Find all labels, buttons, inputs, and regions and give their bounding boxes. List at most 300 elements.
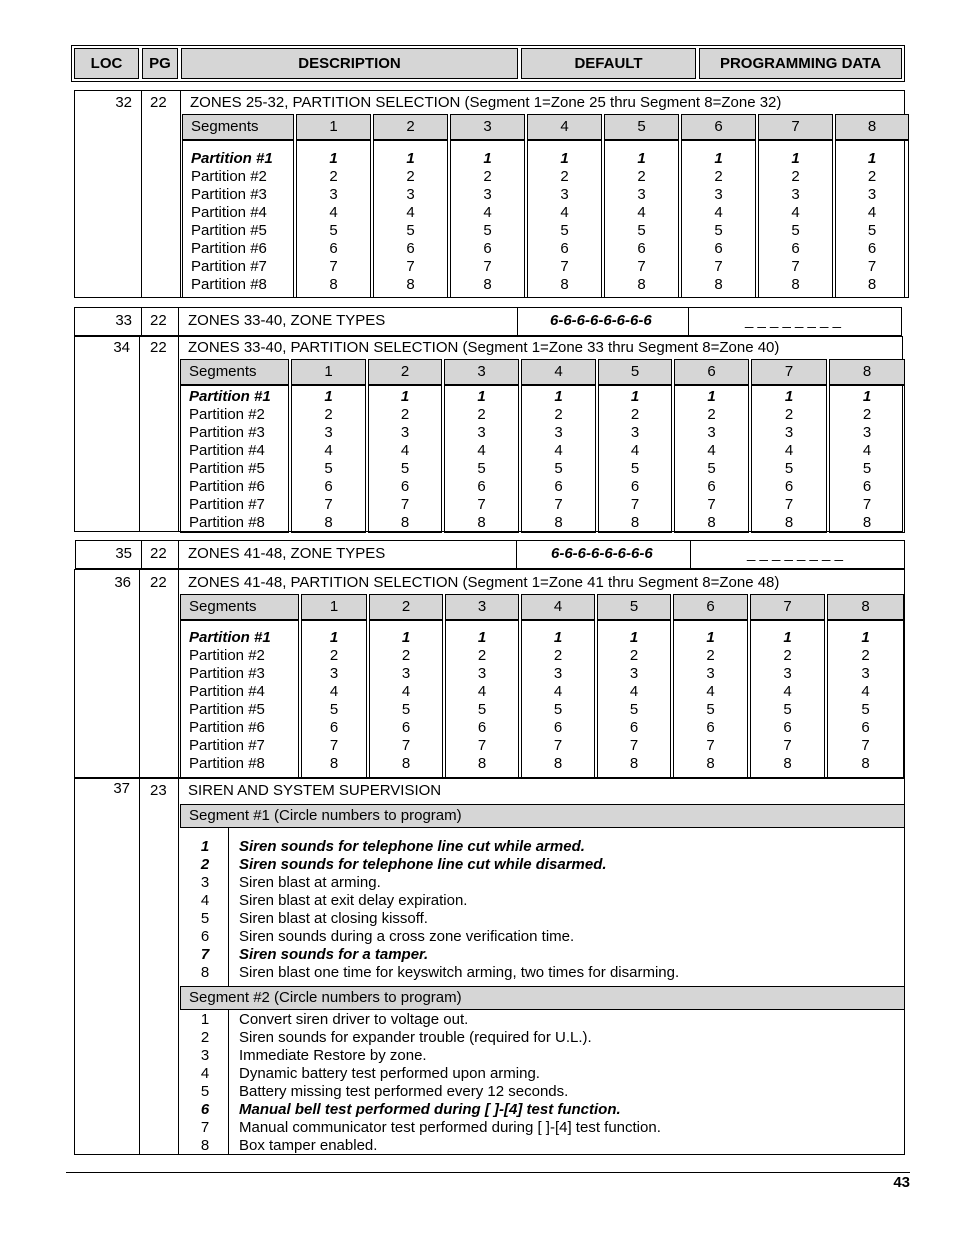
partition-digit-list [827,620,904,778]
partition-digit: 5 [406,222,415,239]
segment-column [521,594,595,778]
loc-33: 33 [115,312,132,329]
option-description: Manual bell test performed during [ ]-[4] test function. [239,1101,621,1118]
partition-digit-list [597,620,671,778]
partition-digit: 5 [862,460,872,477]
partition-digit: 1 [553,629,563,646]
partition-digit: 2 [554,406,563,423]
partition-digit: 8 [483,276,492,293]
default-33: 6-6-6-6-6-6-6-6 [550,312,652,329]
partition-digit: 7 [637,258,646,275]
partition-digit: 3 [477,665,487,682]
header-loc: LOC [74,48,139,79]
partition-digit: 1 [791,150,800,167]
segment-column [827,594,904,778]
partition-digit: 6 [706,719,715,736]
segment-number-header: 8 [827,594,904,620]
partition-digit: 5 [784,460,794,477]
header-pg: PG [142,48,178,79]
partition-digit-list [673,620,748,778]
partition-digit: 5 [401,701,411,718]
partition-digit: 5 [867,222,877,239]
partition-digit: 6 [401,719,411,736]
partition-label-list [180,620,299,778]
partition-digit: 3 [707,424,716,441]
partition-digit-list [681,140,756,298]
partition-digit: 4 [637,204,646,221]
segment-number-header: 6 [673,594,748,620]
partition-digit-list [450,140,525,298]
option-number: 1 [200,1011,210,1028]
segment-column [527,114,602,298]
partition-digit-list [291,385,366,533]
partition-digit: 8 [400,514,410,531]
partition-digit: 2 [791,168,800,185]
partition-digit: 8 [477,514,486,531]
partition-digit-list [521,620,595,778]
partition-label: Partition #3 [189,424,265,441]
partition-label-list [182,140,294,298]
partition-digit: 1 [560,150,569,167]
segment-number-header: 6 [681,114,756,140]
partition-digit: 4 [554,442,563,459]
partition-digit: 3 [637,186,646,203]
partition-digit-list [444,385,519,533]
segment-number-header: 4 [527,114,602,140]
segment-number-header: 4 [521,359,596,385]
partition-digit: 8 [553,755,563,772]
partition-digit: 4 [324,442,333,459]
partition-digit: 4 [783,683,792,700]
segment-number-header: 7 [750,594,825,620]
partition-digit: 8 [637,276,646,293]
partition-digit: 1 [861,629,870,646]
segment-column [291,359,366,533]
option-number: 7 [200,1119,210,1136]
partition-label-list [180,385,289,533]
segment-column [301,594,367,778]
partition-digit: 3 [791,186,800,203]
option-number: 7 [200,946,210,963]
segment-number-header: 1 [291,359,366,385]
partition-label: Partition #3 [191,186,267,203]
partition-digit: 2 [477,647,487,664]
partition-digit-list [369,620,443,778]
option-description: Siren sounds for a tamper. [239,946,429,963]
option-description: Siren blast at exit delay expiration. [239,892,468,909]
partition-digit: 5 [329,701,339,718]
partition-label: Partition #2 [191,168,267,185]
partition-digit-list [598,385,672,533]
partition-digit: 6 [862,478,872,495]
partition-digit: 7 [554,496,563,513]
segments-label-column [180,359,289,533]
partition-digit: 2 [861,647,870,664]
partition-digit: 3 [406,186,415,203]
partition-digit: 2 [329,168,338,185]
partition-digit: 6 [560,240,569,257]
partition-digit: 2 [401,647,411,664]
partition-digit-list [301,620,367,778]
loc-32: 32 [115,94,132,111]
partition-digit: 8 [714,276,723,293]
segment-number-header: 3 [450,114,525,140]
partition-digit: 4 [714,204,723,221]
partition-digit: 7 [483,258,492,275]
option-number: 5 [200,1083,210,1100]
partition-digit: 3 [784,424,794,441]
option-description: Convert siren driver to voltage out. [239,1011,469,1028]
segment-number-header: 5 [604,114,679,140]
partition-digit: 6 [324,478,333,495]
partition-digit: 3 [324,424,333,441]
partition-digit-list [674,385,749,533]
option-number: 1 [200,838,210,855]
partition-digit: 1 [554,388,563,405]
partition-digit: 1 [401,629,411,646]
partition-digit: 6 [791,240,800,257]
partition-digit: 1 [324,388,333,405]
option-description: Immediate Restore by zone. [239,1047,427,1064]
option-number: 3 [200,1047,210,1064]
segment-number-header: 1 [296,114,371,140]
partition-digit: 6 [400,478,410,495]
programming-blank-35: _ _ _ _ _ _ _ _ [747,545,843,562]
segment-column [674,359,749,533]
segment-2-numbers [193,1011,217,1155]
partition-digit: 4 [707,442,716,459]
segments-header: Segments [180,594,299,620]
page-number: 43 [893,1174,910,1191]
partition-digit: 5 [706,701,715,718]
partition-digit: 5 [629,701,639,718]
partition-digit: 4 [861,683,870,700]
partition-digit: 3 [560,186,569,203]
partition-digit: 7 [400,496,410,513]
segment-number-header: 8 [829,359,905,385]
partition-digit: 6 [329,240,338,257]
pg-37: 23 [150,782,167,799]
partition-digit: 2 [483,168,492,185]
partition-digit: 7 [553,737,563,754]
segment-column [751,359,827,533]
partition-digit: 3 [483,186,492,203]
segments-label-column [182,114,294,298]
partition-digit-list [527,140,602,298]
partition-digit: 4 [401,683,411,700]
partition-digit: 7 [630,496,640,513]
option-number: 8 [200,1137,210,1154]
segment-number-header: 3 [444,359,519,385]
partition-digit: 4 [867,204,877,221]
partition-digit: 1 [707,388,716,405]
option-description: Siren sounds for telephone line cut while disarmed. [239,856,607,873]
partition-digit: 7 [867,258,877,275]
segment-column [681,114,756,298]
segment-column [444,359,519,533]
partition-digit: 2 [706,647,715,664]
partition-digit: 5 [560,222,569,239]
partition-digit: 4 [477,683,487,700]
segment-column [598,359,672,533]
partition-digit: 2 [400,406,410,423]
partition-digit: 5 [483,222,492,239]
partition-digit: 3 [401,665,411,682]
title-36: ZONES 41-48, PARTITION SELECTION (Segment 1=Zone 41 thru Segment 8=Zone 48) [188,574,780,591]
partition-digit: 1 [477,388,486,405]
segments-header: Segments [180,359,289,385]
partition-digit: 5 [630,460,640,477]
partition-digit-list [368,385,442,533]
partition-digit: 6 [861,719,870,736]
partition-digit: 4 [629,683,639,700]
partition-digit: 4 [862,442,872,459]
partition-label: Partition #1 [189,388,271,405]
partition-digit: 8 [707,514,716,531]
partition-digit-list [604,140,679,298]
partition-digit: 6 [629,719,639,736]
partition-digit: 7 [707,496,716,513]
partition-digit: 2 [406,168,415,185]
partition-digit: 6 [483,240,492,257]
partition-digit: 4 [483,204,492,221]
partition-digit: 1 [783,629,792,646]
option-number: 6 [200,1101,210,1118]
partition-label: Partition #2 [189,647,265,664]
segment-2-title: Segment #2 (Circle numbers to program) [189,989,462,1006]
partition-digit: 3 [400,424,410,441]
partition-digit: 5 [329,222,338,239]
loc-34: 34 [113,339,130,356]
partition-digit: 8 [783,755,792,772]
segment-number-header: 3 [445,594,519,620]
partition-digit: 2 [714,168,723,185]
option-number: 5 [200,910,210,927]
segment-number-header: 5 [597,594,671,620]
partition-digit: 1 [483,150,492,167]
partition-digit: 7 [784,496,794,513]
partition-digit: 3 [329,186,338,203]
partition-digit: 8 [329,276,338,293]
partition-digit: 6 [867,240,877,257]
partition-label: Partition #5 [189,701,265,718]
partition-label: Partition #8 [191,276,267,293]
partition-digit: 4 [784,442,794,459]
partition-digit: 3 [706,665,715,682]
partition-digit: 7 [401,737,411,754]
segment-column [445,594,519,778]
partition-digit: 5 [324,460,333,477]
option-number: 3 [200,874,210,891]
partition-digit: 1 [329,150,338,167]
partition-label: Partition #3 [189,665,265,682]
segment-number-header: 4 [521,594,595,620]
title-37: SIREN AND SYSTEM SUPERVISION [188,782,442,799]
partition-digit: 6 [630,478,640,495]
partition-digit: 8 [329,755,339,772]
option-number: 6 [200,928,210,945]
footer-rule [66,1172,910,1173]
segment-number-header: 2 [373,114,448,140]
partition-digit: 7 [706,737,715,754]
partition-digit: 3 [867,186,877,203]
segment-number-header: 7 [758,114,833,140]
partition-digit: 3 [553,665,563,682]
partition-digit: 1 [630,388,640,405]
partition-digit: 4 [329,204,338,221]
pg-33: 22 [150,312,167,329]
segment-column [450,114,525,298]
partition-digit: 6 [554,478,563,495]
segment-column [758,114,833,298]
programming-blank-33: _ _ _ _ _ _ _ _ [745,312,841,329]
partition-digit: 7 [629,737,639,754]
partition-label: Partition #6 [191,240,267,257]
option-description: Siren blast at arming. [239,874,381,891]
option-number: 4 [200,892,210,909]
partition-digit: 2 [560,168,569,185]
partition-digit: 7 [862,496,872,513]
partition-digit: 3 [477,424,486,441]
option-description: Dynamic battery test performed upon arming. [239,1065,540,1082]
option-description: Siren sounds for telephone line cut while armed. [239,838,585,855]
partition-digit: 6 [707,478,716,495]
default-35: 6-6-6-6-6-6-6-6 [551,545,653,562]
partition-digit: 2 [783,647,792,664]
partition-digit: 2 [637,168,646,185]
partition-digit: 8 [706,755,715,772]
partition-digit: 3 [629,665,639,682]
header-default: DEFAULT [521,48,696,79]
segment-1-options [239,838,679,982]
partition-digit: 8 [324,514,333,531]
partition-digit: 4 [329,683,339,700]
partition-digit: 8 [630,514,640,531]
partition-label: Partition #7 [189,737,265,754]
segment-column [604,114,679,298]
option-number: 2 [200,856,210,873]
partition-digit: 7 [783,737,792,754]
partition-digit: 1 [406,150,415,167]
partition-digit: 8 [401,755,411,772]
partition-label: Partition #6 [189,478,265,495]
header-description: DESCRIPTION [181,48,518,79]
loc-35: 35 [115,545,132,562]
partition-label: Partition #4 [189,683,265,700]
partition-digit: 3 [861,665,870,682]
partition-digit: 6 [553,719,563,736]
partition-digit: 1 [637,150,646,167]
partition-digit: 5 [861,701,870,718]
partition-digit: 8 [862,514,872,531]
partition-digit-list [445,620,519,778]
partition-digit: 5 [477,701,487,718]
loc-36: 36 [114,574,131,591]
partition-digit: 3 [862,424,872,441]
header-programming-data: PROGRAMMING DATA [699,48,902,79]
segment-column [597,594,671,778]
partition-digit: 5 [707,460,716,477]
partition-digit: 2 [324,406,333,423]
option-description: Siren sounds for expander trouble (required for U.L.). [239,1029,592,1046]
partition-digit: 7 [861,737,870,754]
title-33: ZONES 33-40, ZONE TYPES [188,312,386,329]
option-description: Siren blast at closing kissoff. [239,910,428,927]
partition-digit: 1 [477,629,487,646]
partition-digit: 1 [706,629,715,646]
segment-column [296,114,371,298]
partition-label: Partition #5 [189,460,265,477]
option-description: Manual communicator test performed during [ ]-[4] test function. [239,1119,661,1136]
partition-digit: 7 [406,258,415,275]
segment-1-title: Segment #1 (Circle numbers to program) [189,807,462,824]
partition-digit: 5 [637,222,646,239]
partition-digit-list [296,140,371,298]
option-number: 8 [200,964,210,981]
segment-number-header: 1 [301,594,367,620]
partition-digit: 2 [862,406,872,423]
option-description: Siren sounds during a cross zone verification time. [239,928,575,945]
partition-digit: 7 [560,258,569,275]
segment-column [369,594,443,778]
partition-digit: 8 [784,514,794,531]
partition-digit: 3 [714,186,723,203]
segment-column [368,359,442,533]
partition-digit: 6 [637,240,646,257]
segment-number-header: 6 [674,359,749,385]
segment-1-numbers [193,838,217,982]
partition-label: Partition #7 [189,496,265,513]
partition-digit: 8 [406,276,415,293]
title-32: ZONES 25-32, PARTITION SELECTION (Segment 1=Zone 25 thru Segment 8=Zone 32) [190,94,782,111]
partition-digit: 2 [630,406,640,423]
partition-label: Partition #4 [189,442,265,459]
segment-column [835,114,909,298]
segment-column [750,594,825,778]
partition-digit: 3 [630,424,640,441]
option-description: Box tamper enabled. [239,1137,378,1154]
partition-digit: 5 [477,460,486,477]
pg-34: 22 [150,339,167,356]
partition-digit: 7 [477,737,487,754]
pg-36: 22 [150,574,167,591]
segment-column [373,114,448,298]
option-description: Battery missing test performed every 12 seconds. [239,1083,569,1100]
partition-digit-list [751,385,827,533]
segment-column [673,594,748,778]
partition-digit-list [373,140,448,298]
partition-label: Partition #6 [189,719,265,736]
segments-label-column [180,594,299,778]
partition-label: Partition #1 [191,150,273,167]
partition-digit: 8 [861,755,870,772]
partition-label: Partition #8 [189,755,265,772]
partition-digit: 2 [707,406,716,423]
partition-digit: 4 [630,442,640,459]
partition-digit: 2 [629,647,639,664]
partition-digit: 4 [406,204,415,221]
partition-digit: 2 [553,647,563,664]
partition-digit: 1 [629,629,639,646]
partition-digit: 1 [329,629,339,646]
title-34: ZONES 33-40, PARTITION SELECTION (Segment 1=Zone 33 thru Segment 8=Zone 40) [188,339,780,356]
partition-digit: 4 [706,683,715,700]
title-35: ZONES 41-48, ZONE TYPES [188,545,386,562]
partition-label: Partition #5 [191,222,267,239]
option-number: 4 [200,1065,210,1082]
segment-number-header: 2 [368,359,442,385]
partition-digit: 2 [477,406,486,423]
